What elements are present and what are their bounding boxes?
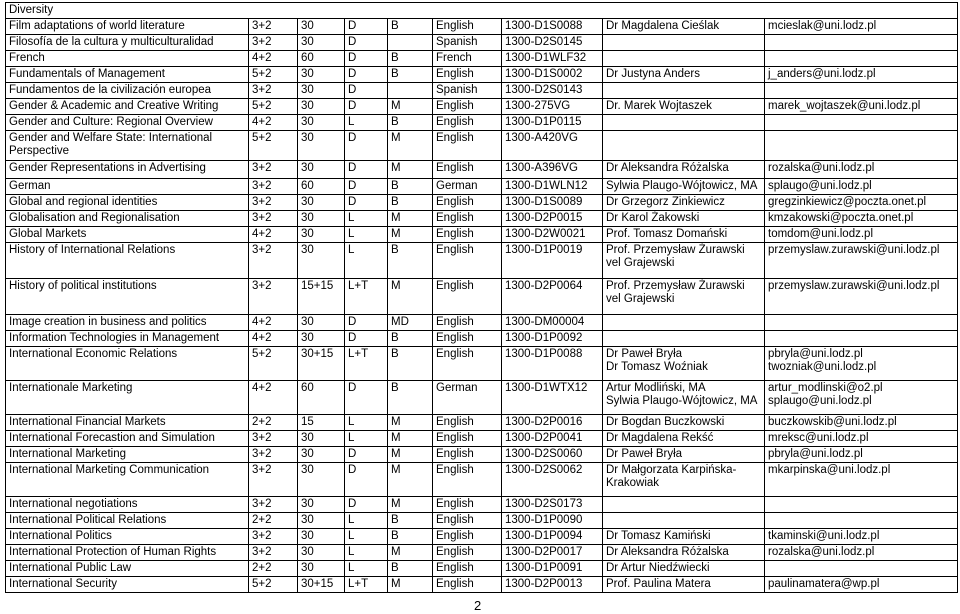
cell-teacher: [603, 497, 765, 513]
cell-level: M: [388, 447, 433, 463]
cell-email: splaugo@uni.lodz.pl: [765, 179, 958, 195]
cell-teacher: [603, 35, 765, 51]
cell-code: 1300-275VG: [502, 99, 603, 115]
cell-course: Globalisation and Regionalisation: [6, 211, 249, 227]
cell-hours: 30: [298, 211, 345, 227]
cell-email: tkaminski@uni.lodz.pl: [765, 529, 958, 545]
cell-hours: 30: [298, 115, 345, 131]
cell-ects: 5+2: [249, 67, 298, 83]
cell-course: French: [6, 51, 249, 67]
cell-teacher: Dr. Marek Wojtaszek: [603, 99, 765, 115]
cell-hours: 15+15: [298, 279, 345, 315]
cell-teacher: Dr Paweł Bryła Dr Tomasz Woźniak: [603, 347, 765, 381]
cell-hours: 30: [298, 67, 345, 83]
cell-hours: 30: [298, 431, 345, 447]
cell-language: English: [433, 545, 502, 561]
cell-email: tomdom@uni.lodz.pl: [765, 227, 958, 243]
cell-hours: 30: [298, 529, 345, 545]
table-row: [6, 497, 958, 513]
cell-course: Gender & Academic and Creative Writing: [6, 99, 249, 115]
cell-language: German: [433, 381, 502, 415]
cell-type: L: [345, 561, 388, 577]
cell-level: B: [388, 115, 433, 131]
cell-language: French: [433, 51, 502, 67]
table-row: [6, 431, 958, 447]
cell-language: English: [433, 561, 502, 577]
cell-course: International Marketing Communication: [6, 463, 249, 497]
cell-level: B: [388, 513, 433, 529]
cell-course: German: [6, 179, 249, 195]
cell-level: B: [388, 561, 433, 577]
cell-hours: 30: [298, 561, 345, 577]
cell-hours: 30: [298, 19, 345, 35]
cell-email: [765, 315, 958, 331]
cell-hours: 30+15: [298, 347, 345, 381]
cell-hours: 30: [298, 513, 345, 529]
cell-ects: 3+2: [249, 35, 298, 51]
cell-level: B: [388, 67, 433, 83]
cell-ects: 4+2: [249, 115, 298, 131]
cell-type: D: [345, 67, 388, 83]
table-row: [6, 83, 958, 99]
table-row: [6, 381, 958, 415]
cell-ects: 5+2: [249, 131, 298, 161]
cell-teacher: Dr Magdalena Rekść: [603, 431, 765, 447]
cell-email: [765, 131, 958, 161]
cell-level: M: [388, 463, 433, 497]
cell-hours: 30+15: [298, 577, 345, 593]
cell-type: D: [345, 35, 388, 51]
cell-level: M: [388, 99, 433, 115]
cell-teacher: Dr Artur Niedźwiecki: [603, 561, 765, 577]
cell-ects: 5+2: [249, 577, 298, 593]
cell-hours: 30: [298, 331, 345, 347]
cell-level: [388, 35, 433, 51]
cell-level: M: [388, 279, 433, 315]
cell-ects: 2+2: [249, 561, 298, 577]
cell-language: English: [433, 315, 502, 331]
cell-level: M: [388, 497, 433, 513]
cell-course: Film adaptations of world literature: [6, 19, 249, 35]
cell-code: 1300-D2S0060: [502, 447, 603, 463]
cell-level: M: [388, 161, 433, 179]
cell-hours: 60: [298, 51, 345, 67]
cell-ects: 3+2: [249, 279, 298, 315]
cell-code: 1300-A396VG: [502, 161, 603, 179]
cell-code: 1300-D2S0143: [502, 83, 603, 99]
cell-code: 1300-D2W0021: [502, 227, 603, 243]
table-row: [6, 179, 958, 195]
cell-course: International Public Law: [6, 561, 249, 577]
cell-hours: 30: [298, 243, 345, 279]
cell-type: D: [345, 447, 388, 463]
cell-email: [765, 115, 958, 131]
cell-email: j_anders@uni.lodz.pl: [765, 67, 958, 83]
cell-email: [765, 497, 958, 513]
cell-course: International negotiations: [6, 497, 249, 513]
cell-type: L: [345, 513, 388, 529]
cell-hours: 30: [298, 99, 345, 115]
table-row: [6, 195, 958, 211]
cell-type: L: [345, 415, 388, 431]
cell-language: English: [433, 415, 502, 431]
cell-code: 1300-D1S0088: [502, 19, 603, 35]
cell-type: D: [345, 83, 388, 99]
cell-email: pbryla@uni.lodz.pl: [765, 447, 958, 463]
cell-ects: 3+2: [249, 195, 298, 211]
cell-language: English: [433, 161, 502, 179]
cell-level: M: [388, 131, 433, 161]
cell-level: MD: [388, 315, 433, 331]
cell-code: 1300-D1P0091: [502, 561, 603, 577]
cell-code: 1300-D2P0064: [502, 279, 603, 315]
cell-code: 1300-D2P0013: [502, 577, 603, 593]
course-table: [5, 2, 958, 593]
cell-code: 1300-D1P0094: [502, 529, 603, 545]
cell-language: English: [433, 99, 502, 115]
table-row: [6, 19, 958, 35]
cell-language: English: [433, 431, 502, 447]
cell-language: English: [433, 115, 502, 131]
cell-course: International Economic Relations: [6, 347, 249, 381]
cell-email: kmzakowski@poczta.onet.pl: [765, 211, 958, 227]
cell-teacher: [603, 513, 765, 529]
table-row: [6, 279, 958, 315]
cell-language: English: [433, 331, 502, 347]
cell-language: Spanish: [433, 35, 502, 51]
cell-teacher: Dr Bogdan Buczkowski: [603, 415, 765, 431]
cell-teacher: Dr Magdalena Cieślak: [603, 19, 765, 35]
cell-type: D: [345, 161, 388, 179]
cell-type: D: [345, 381, 388, 415]
cell-level: B: [388, 347, 433, 381]
cell-email: mreksc@uni.lodz.pl: [765, 431, 958, 447]
cell-language: English: [433, 279, 502, 315]
cell-ects: 4+2: [249, 331, 298, 347]
table-row: [6, 415, 958, 431]
table-row: [6, 577, 958, 593]
cell-ects: 4+2: [249, 51, 298, 67]
cell-level: B: [388, 19, 433, 35]
cell-type: D: [345, 463, 388, 497]
cell-code: 1300-D1S0002: [502, 67, 603, 83]
cell-teacher: Prof. Paulina Matera: [603, 577, 765, 593]
cell-hours: 30: [298, 35, 345, 51]
cell-code: 1300-D1P0090: [502, 513, 603, 529]
cell-code: 1300-D1WLN12: [502, 179, 603, 195]
cell-course: International Protection of Human Rights: [6, 545, 249, 561]
table-row: [6, 35, 958, 51]
cell-ects: 3+2: [249, 243, 298, 279]
table-row: [6, 211, 958, 227]
cell-code: 1300-D1WLF32: [502, 51, 603, 67]
cell-level: B: [388, 529, 433, 545]
table-row: [6, 545, 958, 561]
cell-type: L: [345, 243, 388, 279]
page-number: 2: [474, 598, 482, 613]
cell-code: 1300-D2S0062: [502, 463, 603, 497]
cell-hours: 30: [298, 227, 345, 243]
cell-level: B: [388, 51, 433, 67]
cell-teacher: Dr Aleksandra Różalska: [603, 545, 765, 561]
cell-ects: 5+2: [249, 99, 298, 115]
cell-teacher: Dr Małgorzata Karpińska-Krakowiak: [603, 463, 765, 497]
cell-ects: 3+2: [249, 529, 298, 545]
cell-language: English: [433, 497, 502, 513]
cell-hours: 30: [298, 545, 345, 561]
cell-level: M: [388, 431, 433, 447]
cell-code: 1300-D2P0015: [502, 211, 603, 227]
cell-language: Spanish: [433, 83, 502, 99]
cell-hours: 30: [298, 497, 345, 513]
cell-email: [765, 561, 958, 577]
cell-ects: 3+2: [249, 545, 298, 561]
cell-ects: 3+2: [249, 463, 298, 497]
table-row: [6, 243, 958, 279]
cell-teacher: Prof. Przemysław Żurawski vel Grajewski: [603, 279, 765, 315]
cell-teacher: [603, 51, 765, 67]
cell-ects: 3+2: [249, 83, 298, 99]
cell-email: przemyslaw.zurawski@uni.lodz.pl: [765, 243, 958, 279]
cell-course: International Security: [6, 577, 249, 593]
cell-teacher: Dr Justyna Anders: [603, 67, 765, 83]
cell-course: Image creation in business and politics: [6, 315, 249, 331]
cell-email: mkarpinska@uni.lodz.pl: [765, 463, 958, 497]
cell-code: 1300-D1S0089: [502, 195, 603, 211]
table-row: [6, 315, 958, 331]
cell-course: International Politics: [6, 529, 249, 545]
cell-type: L: [345, 529, 388, 545]
table-row: [6, 561, 958, 577]
cell-language: English: [433, 447, 502, 463]
cell-course: History of International Relations: [6, 243, 249, 279]
table-row: [6, 227, 958, 243]
cell-language: English: [433, 131, 502, 161]
cell-hours: 30: [298, 195, 345, 211]
cell-ects: 3+2: [249, 19, 298, 35]
cell-code: 1300-D1WTX12: [502, 381, 603, 415]
cell-ects: 3+2: [249, 497, 298, 513]
table-row: [6, 67, 958, 83]
cell-language: English: [433, 67, 502, 83]
cell-level: B: [388, 381, 433, 415]
table-row: [6, 51, 958, 67]
cell-course: International Marketing: [6, 447, 249, 463]
cell-email: mcieslak@uni.lodz.pl: [765, 19, 958, 35]
cell-hours: 30: [298, 447, 345, 463]
cell-hours: 30: [298, 131, 345, 161]
cell-course: Global and regional identities: [6, 195, 249, 211]
cell-email: buczkowskib@uni.lodz.pl: [765, 415, 958, 431]
cell-ects: 2+2: [249, 513, 298, 529]
cell-type: D: [345, 51, 388, 67]
cell-ects: 4+2: [249, 381, 298, 415]
cell-code: 1300-D2P0017: [502, 545, 603, 561]
cell-hours: 60: [298, 179, 345, 195]
cell-email: paulinamatera@wp.pl: [765, 577, 958, 593]
cell-teacher: Prof. Tomasz Domański: [603, 227, 765, 243]
cell-email: pbryla@uni.lodz.pl twozniak@uni.lodz.pl: [765, 347, 958, 381]
cell-level: M: [388, 415, 433, 431]
cell-ects: 4+2: [249, 315, 298, 331]
cell-language: English: [433, 195, 502, 211]
cell-level: B: [388, 243, 433, 279]
cell-level: B: [388, 195, 433, 211]
cell-teacher: Dr Grzegorz Zinkiewicz: [603, 195, 765, 211]
cell-language: English: [433, 19, 502, 35]
cell-email: artur_modlinski@o2.pl splaugo@uni.lodz.pl: [765, 381, 958, 415]
cell-code: 1300-D2S0145: [502, 35, 603, 51]
cell-type: L: [345, 211, 388, 227]
cell-type: D: [345, 99, 388, 115]
cell-type: D: [345, 315, 388, 331]
cell-code: 1300-D2P0041: [502, 431, 603, 447]
cell-hours: 30: [298, 315, 345, 331]
cell-language: English: [433, 211, 502, 227]
cell-type: L: [345, 227, 388, 243]
cell-course: Fundamentals of Management: [6, 67, 249, 83]
cell-type: L+T: [345, 347, 388, 381]
cell-course: Global Markets: [6, 227, 249, 243]
cell-ects: 3+2: [249, 161, 298, 179]
cell-teacher: Dr Paweł Bryła: [603, 447, 765, 463]
cell-email: [765, 35, 958, 51]
cell-hours: 30: [298, 463, 345, 497]
cell-language: German: [433, 179, 502, 195]
cell-hours: 15: [298, 415, 345, 431]
cell-type: L: [345, 115, 388, 131]
cell-hours: 30: [298, 83, 345, 99]
cell-code: 1300-D2P0016: [502, 415, 603, 431]
cell-level: M: [388, 545, 433, 561]
table-row: [6, 347, 958, 381]
cell-language: English: [433, 577, 502, 593]
cell-course: Gender and Welfare State: International Perspective: [6, 131, 249, 161]
table-row: [6, 513, 958, 529]
cell-teacher: Sylwia Plaugo-Wójtowicz, MA: [603, 179, 765, 195]
cell-ects: 3+2: [249, 431, 298, 447]
cell-type: D: [345, 195, 388, 211]
cell-teacher: Artur Modliński, MA Sylwia Plaugo-Wójtowicz, MA: [603, 381, 765, 415]
cell-ects: 4+2: [249, 227, 298, 243]
table-row: [6, 99, 958, 115]
cell-hours: 60: [298, 381, 345, 415]
cell-email: rozalska@uni.lodz.pl: [765, 545, 958, 561]
cell-ects: 2+2: [249, 415, 298, 431]
cell-email: [765, 513, 958, 529]
cell-course: Fundamentos de la civilización europea: [6, 83, 249, 99]
table-row: [6, 447, 958, 463]
cell-language: English: [433, 243, 502, 279]
cell-course: International Forecastion and Simulation: [6, 431, 249, 447]
cell-type: L+T: [345, 577, 388, 593]
cell-language: English: [433, 529, 502, 545]
cell-code: 1300-DM00004: [502, 315, 603, 331]
cell-code: 1300-D1P0092: [502, 331, 603, 347]
cell-ects: 3+2: [249, 179, 298, 195]
cell-email: [765, 51, 958, 67]
cell-course: Gender and Culture: Regional Overview: [6, 115, 249, 131]
cell-course: History of political institutions: [6, 279, 249, 315]
cell-teacher: Dr Tomasz Kamiński: [603, 529, 765, 545]
cell-language: English: [433, 513, 502, 529]
table-row: [6, 115, 958, 131]
cell-email: gregzinkiewicz@poczta.onet.pl: [765, 195, 958, 211]
cell-course: Information Technologies in Management: [6, 331, 249, 347]
cell-teacher: Dr Aleksandra Różalska: [603, 161, 765, 179]
cell-level: [388, 83, 433, 99]
cell-language: English: [433, 227, 502, 243]
cell-type: D: [345, 331, 388, 347]
cell-type: L+T: [345, 279, 388, 315]
cell-type: D: [345, 19, 388, 35]
cell-level: B: [388, 179, 433, 195]
cell-email: przemyslaw.zurawski@uni.lodz.pl: [765, 279, 958, 315]
cell-language: English: [433, 463, 502, 497]
cell-code: 1300-A420VG: [502, 131, 603, 161]
cell-level: M: [388, 577, 433, 593]
cell-teacher: [603, 115, 765, 131]
cell-type: D: [345, 497, 388, 513]
table-row: [6, 331, 958, 347]
cell-teacher: [603, 131, 765, 161]
cell-hours: 30: [298, 161, 345, 179]
cell-code: 1300-D1P0019: [502, 243, 603, 279]
cell-teacher: [603, 331, 765, 347]
table-row: [6, 463, 958, 497]
table-row: [6, 529, 958, 545]
cell-type: D: [345, 131, 388, 161]
cell-ects: 5+2: [249, 347, 298, 381]
cell-teacher: [603, 83, 765, 99]
table-row: [6, 161, 958, 179]
cell-type: L: [345, 545, 388, 561]
page-title: Diversity: [6, 3, 958, 19]
cell-teacher: [603, 315, 765, 331]
cell-code: 1300-D1P0088: [502, 347, 603, 381]
cell-level: B: [388, 331, 433, 347]
cell-course: Internationale Marketing: [6, 381, 249, 415]
cell-email: [765, 331, 958, 347]
cell-teacher: Dr Karol Żakowski: [603, 211, 765, 227]
cell-type: D: [345, 179, 388, 195]
cell-course: Gender Representations in Advertising: [6, 161, 249, 179]
cell-type: L: [345, 431, 388, 447]
cell-ects: 3+2: [249, 447, 298, 463]
cell-email: marek_wojtaszek@uni.lodz.pl: [765, 99, 958, 115]
cell-code: 1300-D2S0173: [502, 497, 603, 513]
table-row: [6, 131, 958, 161]
cell-code: 1300-D1P0115: [502, 115, 603, 131]
cell-teacher: Prof. Przemysław Żurawski vel Grajewski: [603, 243, 765, 279]
cell-course: International Financial Markets: [6, 415, 249, 431]
cell-email: [765, 83, 958, 99]
cell-level: M: [388, 211, 433, 227]
cell-ects: 3+2: [249, 211, 298, 227]
cell-language: English: [433, 347, 502, 381]
cell-level: M: [388, 227, 433, 243]
cell-course: International Political Relations: [6, 513, 249, 529]
cell-course: Filosofía de la cultura y multiculturalidad: [6, 35, 249, 51]
cell-email: rozalska@uni.lodz.pl: [765, 161, 958, 179]
